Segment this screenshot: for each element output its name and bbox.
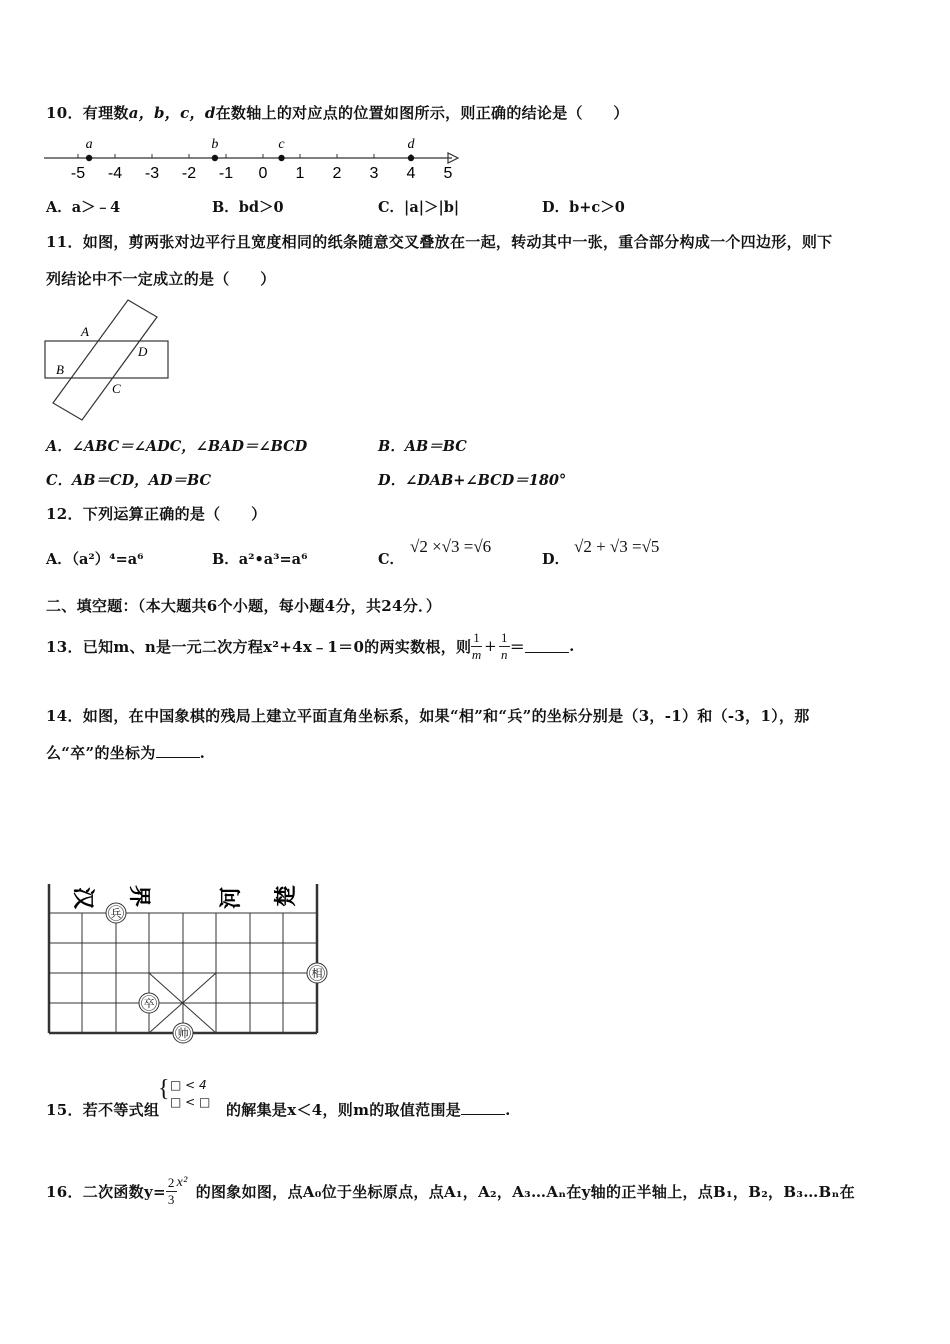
number-line-point-d xyxy=(408,155,414,161)
river-text-he: 河 xyxy=(219,886,244,910)
q15-system-line1: □ < 4 xyxy=(170,1078,207,1092)
river-text-chu: 楚 xyxy=(274,884,299,908)
q13-frac2-num: 1 xyxy=(500,629,508,645)
q15-end: . xyxy=(505,1101,511,1119)
piece-shuai: 帅 xyxy=(177,1027,189,1040)
label-C: C xyxy=(112,381,121,396)
number-line-tick-label: 4 xyxy=(406,165,416,182)
number-line-point-label-c: c xyxy=(278,137,285,152)
section-2-title: 二、填空题：（本大题共6个小题，每小题4分，共24分．） xyxy=(46,597,442,615)
q16-stem-pre: 16．二次函数y= xyxy=(46,1182,166,1201)
number-line-tick-label: 2 xyxy=(332,165,342,182)
number-line-point-c xyxy=(278,155,284,161)
q12-option-c-math[interactable]: √2 ×√3 =√6 xyxy=(410,537,492,556)
q14-stem-line2 xyxy=(46,742,205,763)
q16-stem-post: 的图象如图，点A₀位于坐标原点，点A₁，A₂，A₃…Aₙ在y轴的正半轴上，点B₁，B₂，B₃…Bₙ在 xyxy=(195,1182,855,1201)
number-line xyxy=(40,130,470,186)
number-line-tick-label: 1 xyxy=(295,165,305,182)
q10-option-a[interactable]: A．a＞﹣4 xyxy=(46,199,121,216)
label-D: D xyxy=(138,344,148,359)
q15-answer-blank[interactable] xyxy=(461,1102,505,1115)
q12-stem: 12．下列运算正确的是（ ） xyxy=(46,505,267,523)
q12-option-a-label: A． xyxy=(46,551,72,568)
q12-option-d-label[interactable]: D． xyxy=(542,551,570,568)
q11-stem-line2: 列结论中不一定成立的是（ ） xyxy=(46,270,276,288)
piece-xiang: 相 xyxy=(311,967,323,980)
q13-plus: + xyxy=(484,637,497,655)
q16-frac-den: 3 xyxy=(167,1191,175,1207)
q12-option-b[interactable] xyxy=(212,548,307,569)
q12-option-d-math[interactable]: √2 + √3 =√5 xyxy=(574,537,660,556)
q12-option-a-text: （a²）⁴=a⁶ xyxy=(71,551,144,568)
q12-option-b-text: a²•a³=a⁶ xyxy=(238,551,308,568)
q16-frac-2-3 xyxy=(166,1175,177,1208)
q14-end: . xyxy=(199,744,206,762)
q14-stem-line2-text: 么“卒”的坐标为 xyxy=(46,744,156,762)
number-line-point-label-a: a xyxy=(85,137,93,152)
q16-var-x2: x² xyxy=(176,1175,188,1190)
paper-strips-figure xyxy=(40,296,180,426)
number-line-tick-label: -2 xyxy=(181,165,197,182)
q16-stem xyxy=(46,1166,855,1216)
q10-option-b[interactable]: B．bd＞0 xyxy=(212,199,284,216)
river-text-jie: 界 xyxy=(126,884,151,908)
q15-stem-post-text: 的解集是x＜4，则m的取值范围是 xyxy=(226,1101,462,1119)
piece-zu: 卒 xyxy=(143,997,155,1010)
q11-option-b[interactable]: B．AB＝BC xyxy=(378,438,467,455)
river-text-han: 汉 xyxy=(70,886,95,910)
q15-brace: { xyxy=(158,1076,170,1102)
q13-frac1-den: m xyxy=(471,646,482,662)
q10-option-d[interactable]: D．b+c＞0 xyxy=(542,199,625,216)
q13-frac2-den: n xyxy=(500,646,508,662)
number-line-tick-label: 0 xyxy=(258,165,268,182)
number-line-point-b xyxy=(212,155,218,161)
number-line-tick-label: 3 xyxy=(369,165,379,182)
q15-stem-post xyxy=(226,1099,511,1120)
piece-bing: 兵 xyxy=(110,907,122,920)
q15-system-line2: □ < □ xyxy=(170,1095,211,1109)
chess-board-figure xyxy=(40,880,340,1052)
q13-stem xyxy=(46,623,575,669)
q10-option-c[interactable]: C．|a|＞|b| xyxy=(378,199,460,216)
q11-option-a[interactable]: A．∠ABC＝∠ADC，∠BAD＝∠BCD xyxy=(46,438,308,455)
q11-stem-line1: 11．如图，剪两张对边平行且宽度相同的纸条随意交叉叠放在一起，转动其中一张，重合部分构成一个四边形，则下 xyxy=(46,233,833,251)
label-B: B xyxy=(56,362,64,377)
q13-frac1-num: 1 xyxy=(473,629,481,645)
q13-stem-pre: 13．已知m、n是一元二次方程x²+4x﹣1＝0的两实数根，则 xyxy=(46,637,472,656)
label-A: A xyxy=(81,324,89,339)
number-line-tick-label: -4 xyxy=(107,165,123,182)
q10-stem xyxy=(46,102,629,123)
q13-answer-blank[interactable] xyxy=(525,640,569,653)
slanted-strip xyxy=(53,300,157,420)
q12-option-a[interactable] xyxy=(46,548,144,569)
q10-vars: a，b，c，d xyxy=(128,104,216,122)
q12-option-b-label: B． xyxy=(212,551,239,568)
q11-option-c[interactable]: C．AB＝CD，AD＝BC xyxy=(46,472,212,489)
q14-answer-blank[interactable] xyxy=(156,745,200,758)
number-line-point-a xyxy=(86,155,92,161)
q11-option-d[interactable]: D．∠DAB+∠BCD＝180° xyxy=(378,472,567,489)
number-line-tick-label: -5 xyxy=(70,165,86,182)
q13-frac-1-over-m xyxy=(471,630,482,663)
number-line-point-label-b: b xyxy=(211,137,219,152)
q13-frac-1-over-n xyxy=(499,630,510,663)
number-line-tick-label: 5 xyxy=(443,165,453,182)
number-line-point-label-d: d xyxy=(407,137,415,152)
q10-stem-prefix: 10．有理数 xyxy=(46,104,129,122)
q16-frac-num: 2 xyxy=(167,1174,175,1190)
q13-stem-post: ＝ xyxy=(509,637,526,656)
number-line-tick-label: -1 xyxy=(218,165,234,182)
q15-stem-pre: 15．若不等式组 xyxy=(46,1101,160,1119)
number-line-tick-label: -3 xyxy=(144,165,160,182)
q12-option-c-label[interactable]: C． xyxy=(378,551,405,568)
q13-end: . xyxy=(569,637,575,655)
q14-stem-line1: 14．如图，在中国象棋的残局上建立平面直角坐标系，如果“相”和“兵”的坐标分别是（3，-1）和（-3，1），那 xyxy=(46,707,810,725)
q10-stem-rest: 在数轴上的对应点的位置如图所示，则正确的结论是（ ） xyxy=(215,104,629,122)
